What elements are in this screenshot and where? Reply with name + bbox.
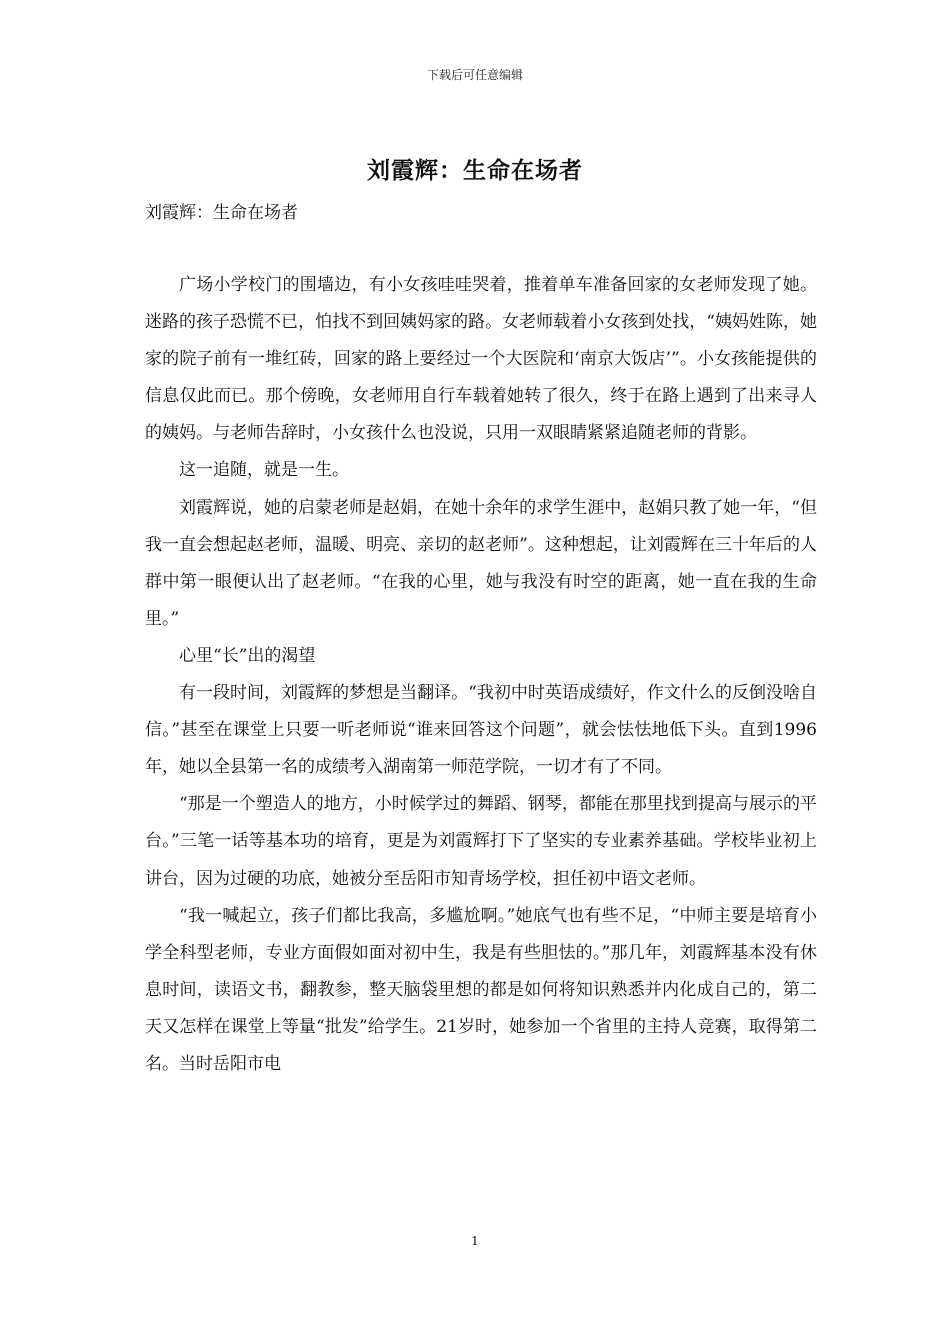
paragraph: “我一喊起立，孩子们都比我高，多尴尬啊。”她底气也有些不足，“中师主要是培育小学全科型老师，专业方面假如面对初中生，我是有些胆怯的。”那几年，刘霞辉基本没有休息时间，读语文书，翻教参，整天脑袋里想的都是如何将知识熟悉并内化成自己的，第二天又怎样在课堂上等量“批发”给学生。21岁时，她参加一个省里的主持人竞赛，取得第二名。当时岳阳市电 xyxy=(145,905,817,1074)
paragraph: 刘霞辉说，她的启蒙老师是赵娟，在她十余年的求学生涯中，赵娟只教了她一年，“但我一直会想起赵老师，温暖、明亮、亲切的赵老师”。这种想起，让刘霞辉在三十年后的人群中第一眼便认出了赵老师。“在我的心里，她与我没有时空的距离，她一直在我的生命里。” xyxy=(145,497,817,629)
document-title: 刘霞辉：生命在场者 xyxy=(367,157,583,184)
paragraph: 广场小学校门的围墙边，有小女孩哇哇哭着，推着单车准备回家的女老师发现了她。迷路的孩子恐慌不已，怕找不到回姨妈家的路。女老师载着小女孩到处找，“姨妈姓陈，她家的院子前有一堆红砖，回家的路上要经过一个大医院和‘南京大饭店’”。小女孩能提供的信息仅此而已。那个傍晚，女老师用自行车载着她转了很久，终于在路上遇到了出来寻人的姨妈。与老师告辞时，小女孩什么也没说，只用一双眼睛紧紧追随老师的背影。 xyxy=(145,275,817,444)
page-number: 1 xyxy=(471,1234,479,1248)
document-body xyxy=(145,267,817,1083)
paragraph: 有一段时间，刘霞辉的梦想是当翻译。“我初中时英语成绩好，作文什么的反倒没啥自信。”甚至在课堂上只要一听老师说“谁来回答这个问题”，就会怯怯地低下头。直到1996年，她以全县第一名的成绩考入湖南第一师范学院，一切才有了不同。 xyxy=(145,683,817,778)
paragraph: 这一追随，就是一生。 xyxy=(179,460,349,481)
section-heading: 心里“长”出的渴望 xyxy=(179,645,316,666)
page-header: 下载后可任意编辑 xyxy=(426,68,523,82)
document-subtitle: 刘霞辉：生命在场者 xyxy=(145,203,298,223)
paragraph: “那是一个塑造人的地方，小时候学过的舞蹈、钢琴，都能在那里找到提高与展示的平台。”三笔一话等基本功的培育，更是为刘霞辉打下了坚实的专业素养基础。学校毕业初上讲台，因为过硬的功底，她被分至岳阳市知青场学校，担任初中语文老师。 xyxy=(145,794,817,889)
